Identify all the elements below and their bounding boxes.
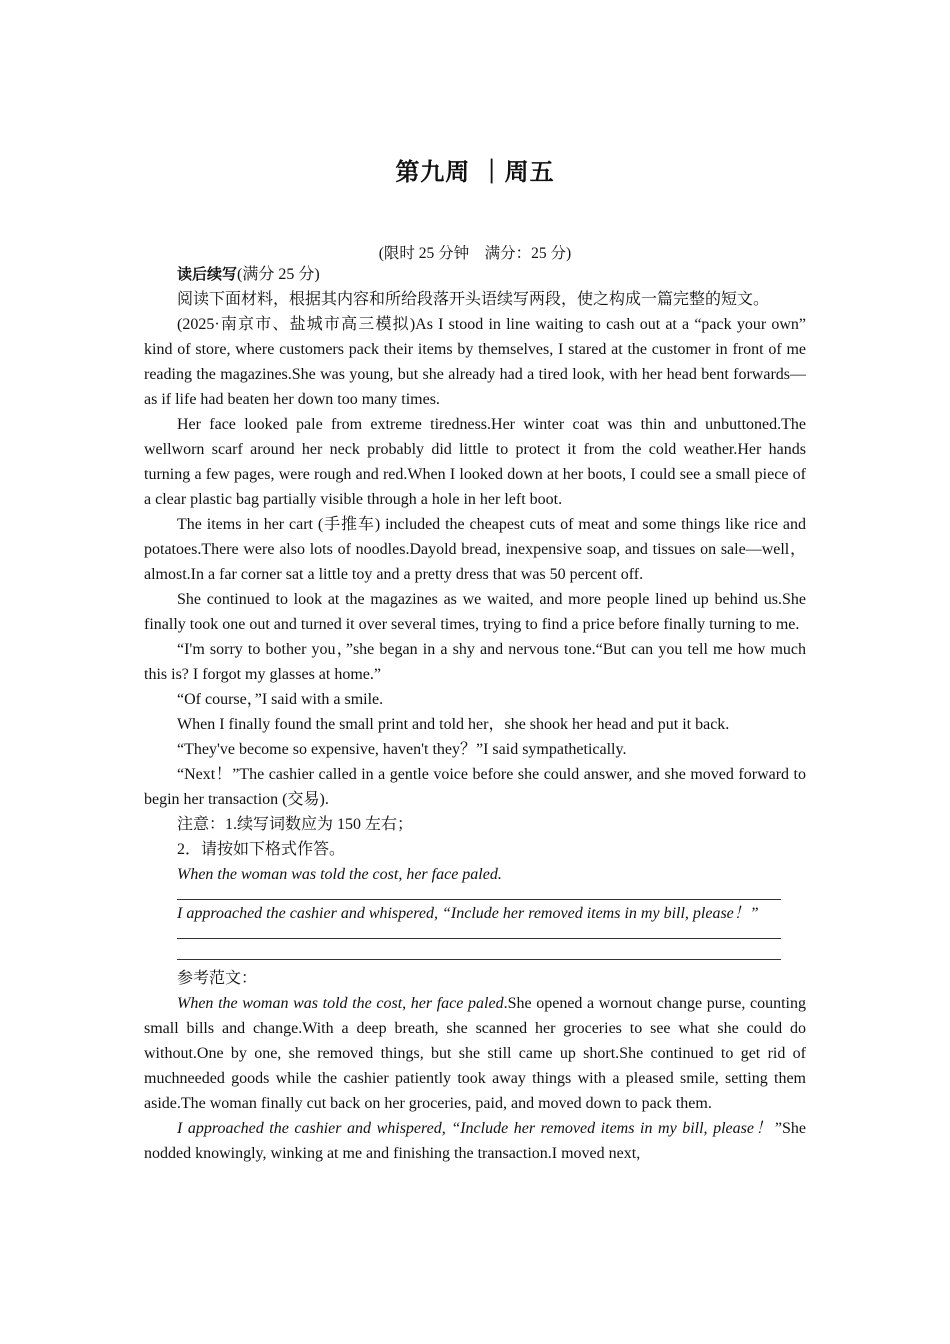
- passage-paragraph-2: Her face looked pale from extreme tiredness.Her winter coat was thin and unbuttoned.The wellworn scarf around her neck probably did little to protect it from the cold weather.Her hands turning a few pages, were rough and red.When I looked down at her boots, I could see a small piece of a clear plastic bag partially visible through a hole in her left boot.: [144, 416, 806, 508]
- answer-line-2: [177, 926, 781, 939]
- passage-paragraph-9: “Next！”The cashier called in a gentle voice before she could answer, and she moved forward to begin her transaction (交易).: [144, 766, 806, 808]
- passage-paragraph-3: The items in her cart (手推车) included the cheapest cuts of meat and some things like rice and potatoes.There were also lots of noodles.Dayold bread, inexpensive soap, and tissues on sale—well，almost.In a far corner sat a little toy and a pretty dress that was 50 percent off.: [144, 516, 806, 583]
- passage-paragraph-8: “They've become so expensive, haven't they？”I said sympathetically.: [177, 741, 627, 758]
- reference-2-text: She nodded knowingly, winking at me and finishing the transaction.I moved next,: [144, 1120, 806, 1162]
- passage-paragraph-4: She continued to look at the magazines as we waited, and more people lined up behind us.She finally took one out and turned it over several times, trying to find a price before finally turning to me.: [144, 591, 806, 633]
- prompt-2: I approached the cashier and whispered, “Include her removed items in my bill, please！”: [177, 905, 759, 922]
- section-heading-line: [144, 262, 806, 287]
- instruction: 阅读下面材料，根据其内容和所给段落开头语续写两段，使之构成一篇完整的短文。: [177, 291, 770, 308]
- reference-paragraph-2: [144, 1116, 806, 1166]
- page-title: 第九周 ｜周五: [395, 158, 555, 186]
- document-body: [144, 262, 806, 1166]
- note-1: 注意：1.续写词数应为 150 左右；: [177, 816, 414, 833]
- answer-line-3: [177, 939, 781, 960]
- prompt-1: When the woman was told the cost, her face paled.: [177, 866, 502, 883]
- passage-paragraph-6: “Of course，”I said with a smile.: [177, 691, 384, 708]
- reference-1-text: .She opened a wornout change purse, counting small bills and change.With a deep breath, she scanned her groceries to see what she could do without.One by one, she removed things, but she still came up short.She continued to get rid of muchneeded goods while the cashier patiently took away things with a pleased smile, setting them aside.The woman finally cut back on her groceries, paid, and moved down to pack them.: [144, 995, 806, 1112]
- reference-1-opening: When the woman was told the cost, her face paled: [177, 995, 504, 1012]
- reference-2-opening: I approached the cashier and whispered, “Include her removed items in my bill, please！”: [177, 1120, 782, 1137]
- reference-paragraph-1: [144, 991, 806, 1116]
- reference-label: 参考范文：: [177, 970, 258, 987]
- answer-line-1: [177, 887, 781, 900]
- section-heading: 读后续写: [177, 265, 238, 283]
- passage-paragraph-5: “I'm sorry to bother you，”she began in a shy and nervous tone.“But can you tell me how much this is? I forgot my glasses at home.”: [144, 641, 806, 683]
- section-score: (满分 25 分): [237, 266, 320, 283]
- time-score-note: (限时 25 分钟 满分：25 分): [378, 245, 572, 262]
- passage-paragraph-1: (2025·南京市、盐城市高三模拟)As I stood in line waiting to cash out at a “pack your own” kind of store, where customers pack their items by themselves, I stared at the customer in front of me reading the magazines.She was young, but she already had a tired look, with her head bent forwards—as if life had beaten her down too many times.: [144, 316, 806, 408]
- note-2: 2．请按如下格式作答。: [177, 841, 346, 858]
- passage-paragraph-7: When I finally found the small print and told her，she shook her head and put it back.: [177, 716, 730, 733]
